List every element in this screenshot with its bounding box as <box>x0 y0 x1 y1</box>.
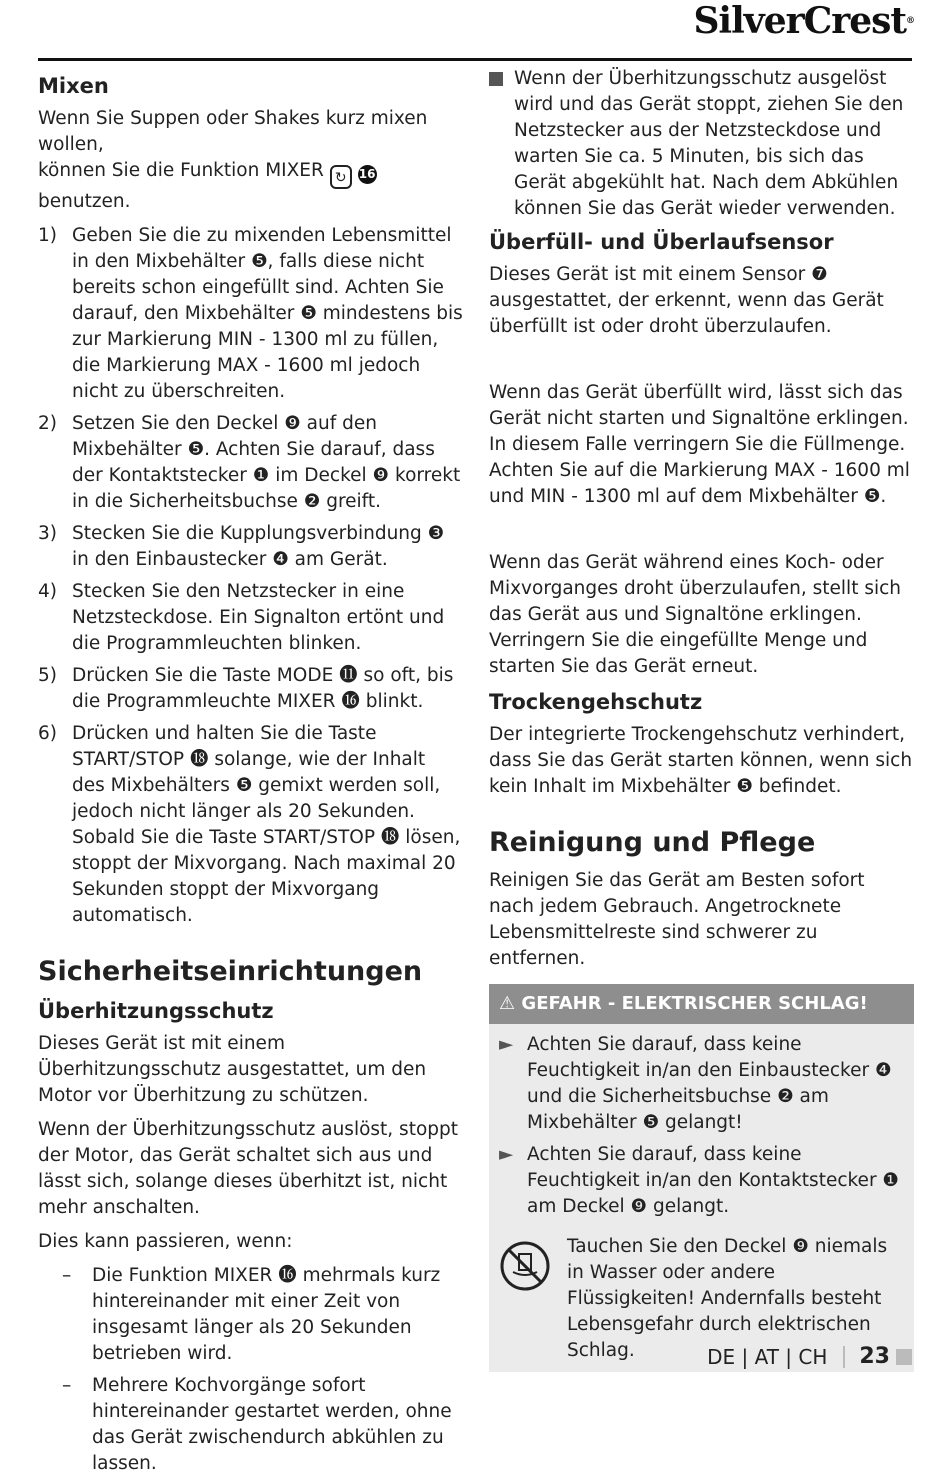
brand-logo: SilverCrest® <box>693 0 914 42</box>
left-column <box>38 66 463 1483</box>
warning-triangle-icon: ⚠ <box>499 993 516 1014</box>
subsection-title-trocken: Trockengehschutz <box>489 690 703 714</box>
warning-box <box>489 984 914 1372</box>
country-codes: DE | AT | CH <box>707 1345 828 1369</box>
subsection-title-sensor: Überfüll- und Überlaufsensor <box>489 230 834 254</box>
section-title-mixen: Mixen <box>38 74 109 98</box>
paragraph: Wenn das Gerät überfüllt wird, lässt sich das Gerät nicht starten und Signaltöne erklingen. In diesem Falle verringern Sie die Füllmenge. Achten Sie auf die Markierung MAX - 1600 ml und MIN - 1300 ml auf dem Mixbehälter ❺. <box>489 382 910 507</box>
page-footer <box>707 1344 912 1370</box>
list-item: Sobald Sie die Taste START/STOP ⓲ lösen, stoppt der Mixvorgang. Nach maximal 20 Sekunden stoppt der Mixvorgang automatisch. <box>72 827 461 926</box>
list-item: Wenn der Überhitzungsschutz ausgelöst wird und das Gerät stoppt, ziehen Sie den Netzstecker aus der Netzsteckdose und warten Sie ca. 5 Minuten, bis sich das Gerät abgekühlt hat. Nach dem Abkühlen können Sie das Gerät wieder verwenden. <box>489 66 914 222</box>
mixer-icon: ↻ <box>330 165 352 189</box>
list-item: ► Achten Sie darauf, dass keine Feuchtigkeit in/an den Einbaustecker ❹ und die Sicherheitsbuchse ❷ am Mixbehälter ❺ gelangt! <box>499 1034 892 1133</box>
list-item: 5) Drücken Sie die Taste MODE ⓫ so oft, bis die Programmleuchte MIXER ⓰ blinkt. <box>38 665 454 712</box>
paragraph: Der integrierte Trockengehschutz verhindert, dass Sie das Gerät starten können, wenn sich kein Inhalt im Mixbehälter ❺ befindet. <box>489 724 913 797</box>
ref-16-icon: 16 <box>358 165 377 184</box>
list-item: 3) Stecken Sie die Kupplungsverbindung ❸ in den Einbaustecker ❹ am Gerät. <box>38 523 445 570</box>
mixen-steps <box>38 223 463 929</box>
square-bullet-icon <box>489 72 503 86</box>
footer-divider <box>843 1346 845 1368</box>
conditions-list <box>38 1263 463 1477</box>
right-column <box>489 66 914 1372</box>
list-item: 2) Setzen Sie den Deckel ❾ auf den Mixbehälter ❺. Achten Sie darauf, dass der Kontaktstecker ❶ im Deckel ❾ korrekt in die Sicherheitsbuchse ❷ greift. <box>38 413 461 512</box>
list-item: 6) Drücken und halten Sie die Taste START/STOP ⓲ solange, wie der Inhalt des Mixbehälters ❺ gemixt werden soll, jedoch nicht länger als 20 Sekunden. <box>38 723 441 822</box>
warning-header: ⚠ GEFAHR - ELEKTRISCHER SCHLAG! <box>489 984 914 1024</box>
paragraph: Dieses Gerät ist mit einem Überhitzungsschutz ausgestattet, um den Motor vor Überhitzung zu schützen. <box>38 1033 427 1106</box>
section-title-sicherheit: Sicherheitseinrichtungen <box>38 956 423 987</box>
overheat-note <box>489 66 914 222</box>
no-immersion-icon <box>499 1240 551 1292</box>
paragraph: Wenn der Überhitzungsschutz auslöst, stoppt der Motor, das Gerät schaltet sich aus und lässt sich, solange dieses überhitzt ist, nicht mehr anschalten. <box>38 1119 459 1218</box>
subsection-title-ueberhitzung: Überhitzungsschutz <box>38 999 274 1023</box>
list-item: ► Achten Sie darauf, dass keine Feuchtigkeit in/an den Kontaktstecker ❶ am Deckel ❾ gelangt. <box>499 1144 900 1217</box>
mixen-intro: Wenn Sie Suppen oder Shakes kurz mixen wollen, können Sie die Funktion MIXER ↻ 16 benutzen. <box>38 108 428 212</box>
paragraph: Reinigen Sie das Gerät am Besten sofort nach jedem Gebrauch. Angetrocknete Lebensmittelreste sind schwerer zu entfernen. <box>489 870 865 969</box>
list-item: – Die Funktion MIXER ⓰ mehrmals kurz hintereinander mit einer Zeit von insgesamt länger als 20 Sekunden betrieben wird. <box>62 1265 441 1364</box>
paragraph: Wenn das Gerät während eines Koch- oder Mixvorganges droht überzulaufen, stellt sich das Gerät aus und Signaltöne erklingen. Verringern Sie die eingefüllte Menge und starten Sie das Gerät erneut. <box>489 552 902 677</box>
list-item: 1) Geben Sie die zu mixenden Lebensmittel in den Mixbehälter ❺, falls diese nicht bereits schon eingefüllt sind. Achten Sie darauf, den Mixbehälter ❺ mindestens bis zur Markierung MIN - 1300 ml zu füllen, die Markierung MAX - 1600 ml jedoch nicht zu überschreiten. <box>38 225 463 402</box>
section-title-reinigung: Reinigung und Pflege <box>489 827 816 858</box>
list-item: 4) Stecken Sie den Netzstecker in eine Netzsteckdose. Ein Signalton ertönt und die Programmleuchten blinken. <box>38 581 445 654</box>
paragraph: Dieses Gerät ist mit einem Sensor ❼ ausgestattet, der erkennt, wenn das Gerät überfüllt ist oder droht überzulaufen. <box>489 264 884 337</box>
page-number: 23 <box>859 1344 890 1369</box>
no-water-text: Tauchen Sie den Deckel ❾ niemals in Wasser oder andere Flüssigkeiten! Andernfalls besteht Lebensgefahr durch elektrischen Schlag. <box>567 1236 888 1361</box>
footer-square-icon <box>896 1349 912 1365</box>
warning-list <box>499 1032 904 1220</box>
paragraph: Dies kann passieren, wenn: <box>38 1231 293 1252</box>
list-item: – Mehrere Kochvorgänge sofort hintereinander gestartet werden, ohne das Gerät zwischendurch abkühlen zu lassen. <box>62 1375 452 1474</box>
header-rule <box>38 58 912 61</box>
